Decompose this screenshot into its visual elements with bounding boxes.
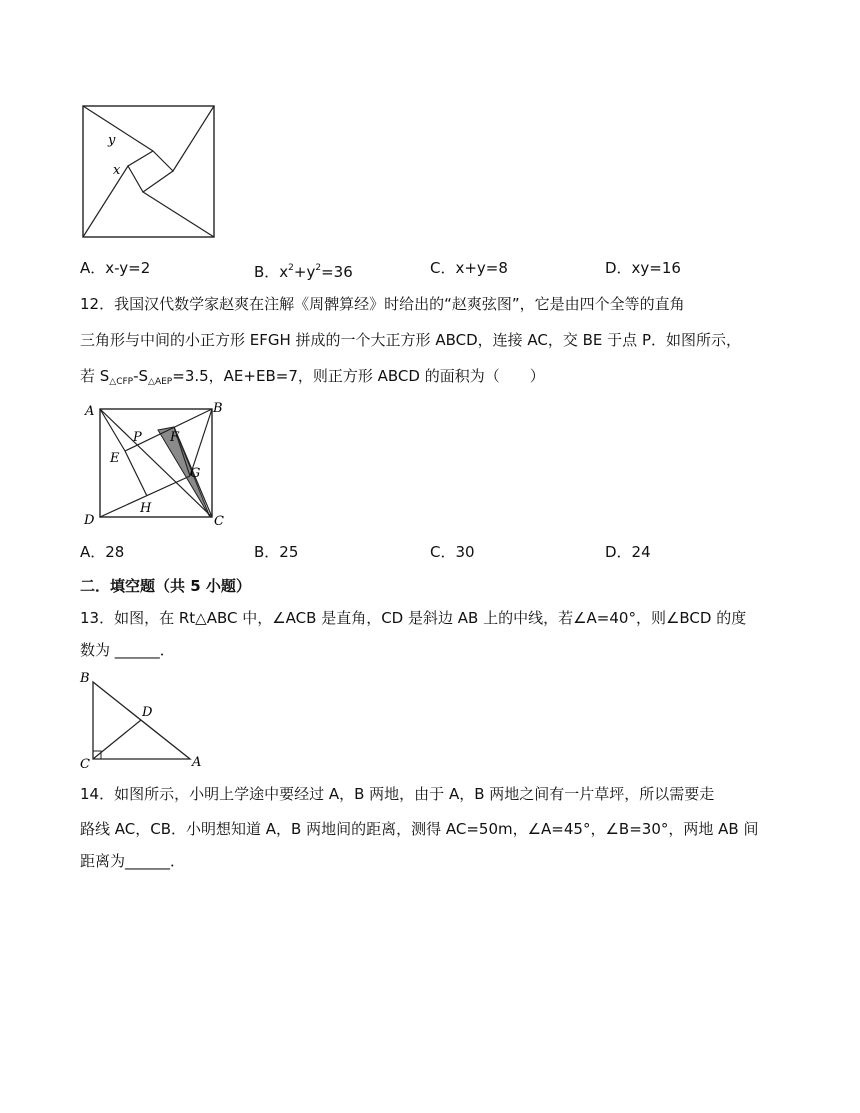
- q11-option-c: C．x+y=8: [430, 259, 508, 277]
- q13-label-D: D: [142, 705, 153, 720]
- q12-line-2: 三角形与中间的小正方形 EFGH 拼成的一个大正方形 ABCD，连接 AC，交 BE 于点 P．如图所示，: [80, 331, 741, 349]
- q12-label-D: D: [84, 513, 95, 528]
- q12-label-A: A: [85, 404, 95, 419]
- q11-option-b-sup1: 2: [288, 263, 294, 273]
- q14-line-1: 14．如图所示，小明上学途中要经过 A，B 两地，由于 A，B 两地之间有一片草坪，所以需要走: [80, 785, 715, 803]
- q12-figure: [80, 398, 230, 530]
- q11-option-b-mid: +y: [293, 263, 316, 281]
- q11-label-x: x: [113, 163, 121, 178]
- q11-figure: [80, 103, 220, 241]
- q13-label-A: A: [192, 755, 202, 770]
- q12-label-C: C: [214, 514, 224, 529]
- q11-option-d: D．xy=16: [605, 259, 681, 277]
- q12-option-b: B．25: [254, 543, 299, 561]
- q12-option-d: D．24: [605, 543, 651, 561]
- q11-option-a: A．x-y=2: [80, 259, 151, 277]
- q12-line-3-mid: -S: [133, 367, 149, 385]
- q12-line-1: 12．我国汉代数学家赵爽在注解《周髀算经》时给出的“赵爽弦图”，它是由四个全等的直角: [80, 295, 685, 313]
- q12-label-P: P: [133, 430, 142, 445]
- q12-label-H: H: [140, 501, 152, 516]
- q12-line-3-prefix: 若 S: [80, 367, 110, 385]
- q12-line-3-sub1: △CFP: [109, 377, 134, 387]
- q12-label-B: B: [213, 401, 223, 416]
- q14-line-2: 路线 AC，CB．小明想知道 A，B 两地间的距离，测得 AC=50m，∠A=45°，∠B=30°，两地 AB 间: [80, 820, 759, 838]
- q11-outer-square: [83, 106, 214, 237]
- q11-option-b-suffix: =36: [321, 263, 353, 281]
- q11-option-b-sup2: 2: [315, 263, 322, 273]
- q13-median-cd: [93, 720, 141, 759]
- q12-label-E: E: [110, 451, 120, 466]
- q11-inner-square: [128, 151, 173, 192]
- q11-option-b: [254, 258, 353, 282]
- q12-line-3: [80, 366, 545, 392]
- q13-label-C: C: [80, 757, 90, 772]
- q13-figure: [78, 668, 210, 772]
- q12-option-c: C．30: [430, 543, 475, 561]
- q13-line-1: 13．如图，在 Rt△ABC 中，∠ACB 是直角，CD 是斜边 AB 上的中线，若∠A=40°，则∠BCD 的度: [80, 609, 747, 627]
- q12-label-F: F: [170, 430, 180, 445]
- q13-label-B: B: [80, 671, 90, 686]
- q12-option-a: A．28: [80, 543, 125, 561]
- q12-line-3-sub2: △AEP: [148, 377, 173, 387]
- q11-option-b-prefix: B．x: [254, 263, 289, 281]
- q11-label-y: y: [108, 133, 116, 148]
- section-heading-fill-in: 二．填空题（共 5 小题）: [80, 577, 251, 595]
- q12-line-3-suffix: =3.5，AE+EB=7，则正方形 ABCD 的面积为（ ）: [172, 367, 545, 385]
- q13-line-2: 数为 ______．: [80, 641, 175, 659]
- q12-label-G: G: [190, 466, 201, 481]
- q14-line-3: 距离为______．: [80, 852, 186, 870]
